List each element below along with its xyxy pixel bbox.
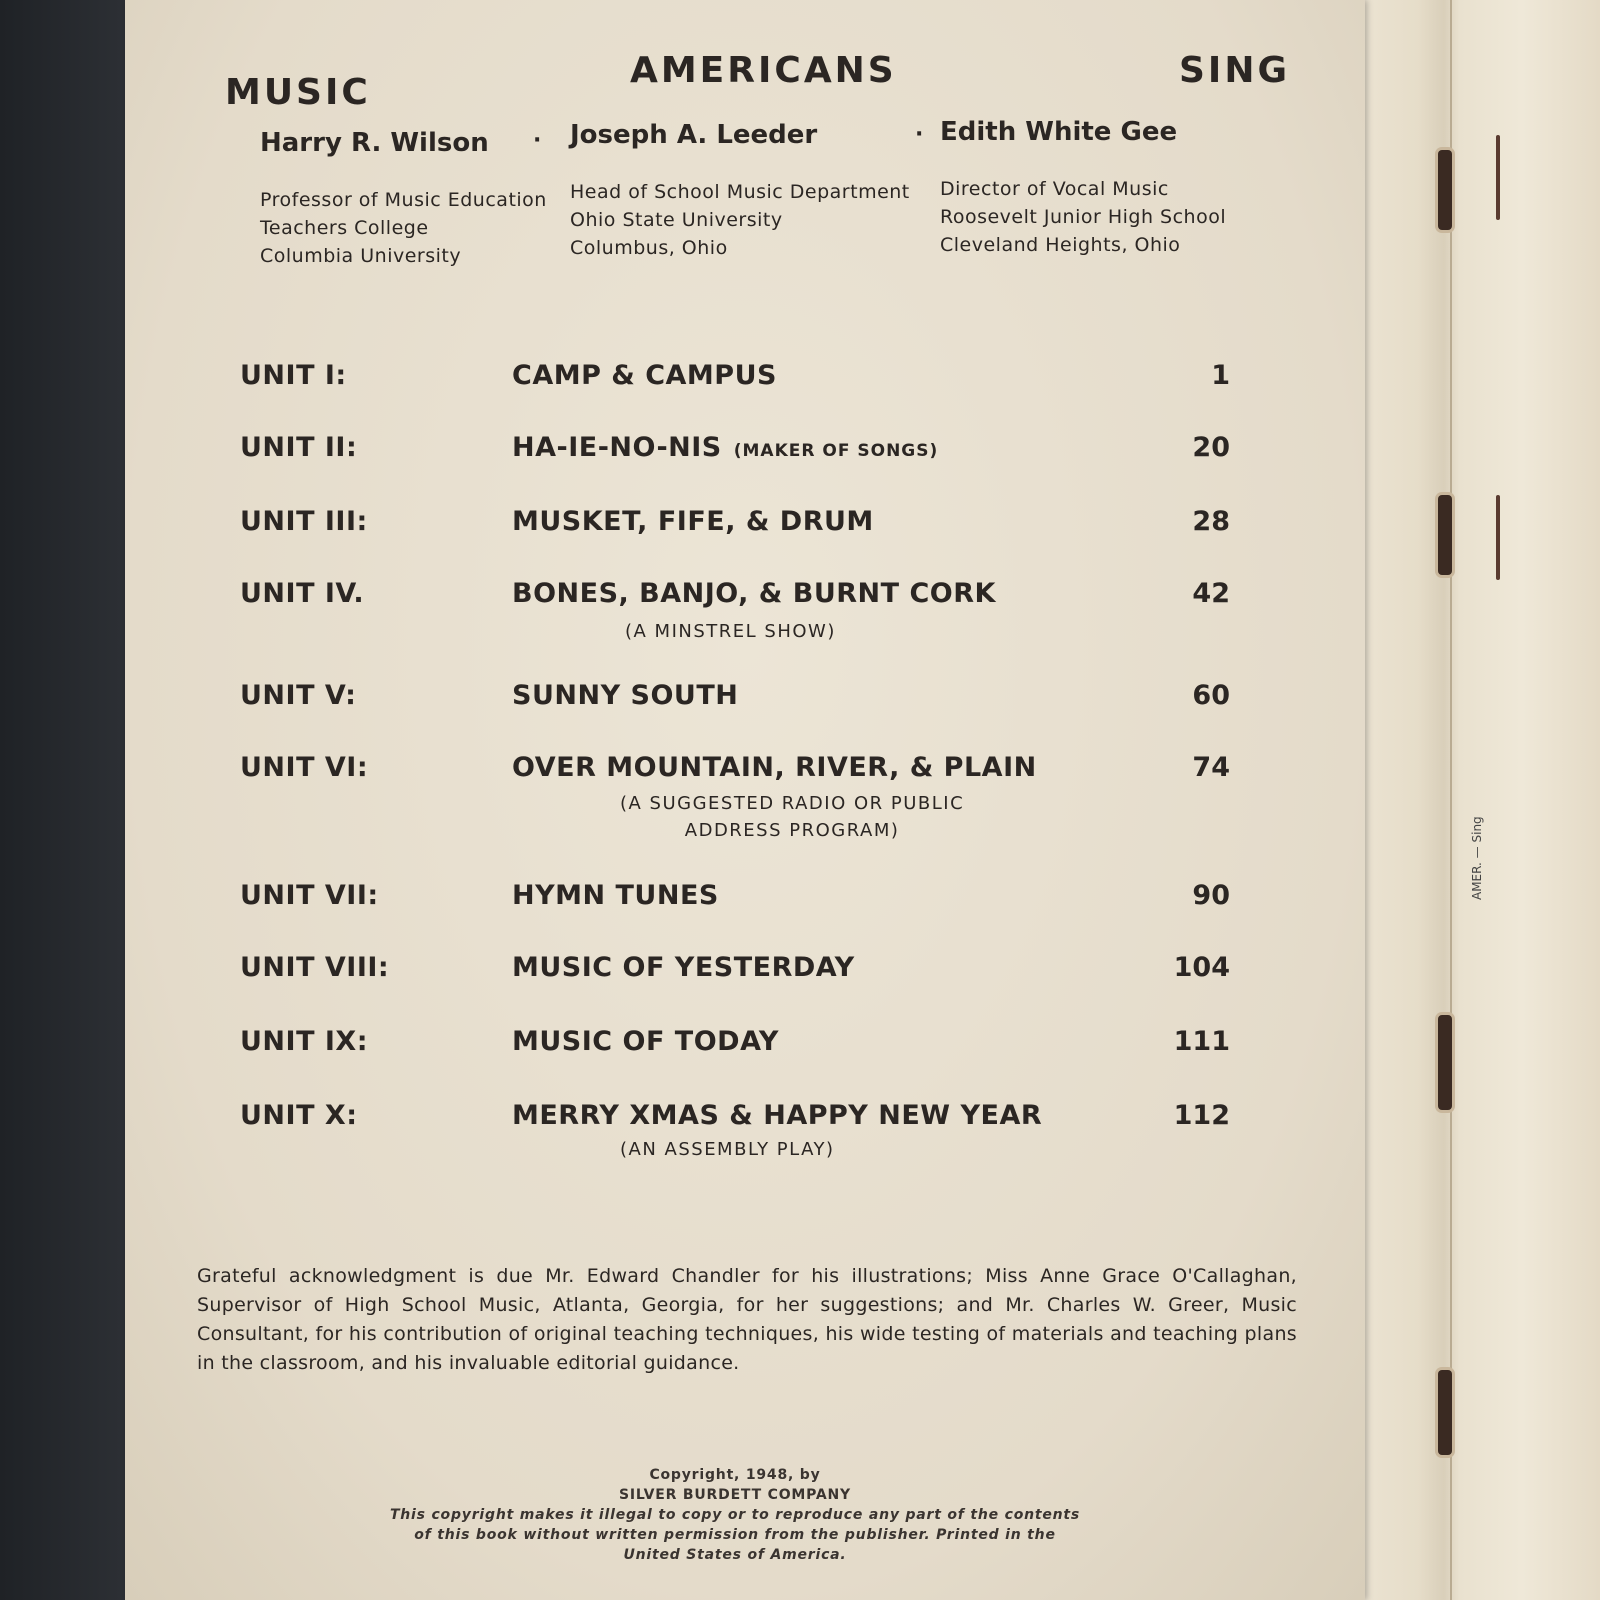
unit-title — [512, 506, 874, 537]
subtitle-line: (A SUGGESTED RADIO OR PUBLIC — [620, 793, 965, 814]
author-block — [940, 117, 1226, 259]
author-credentials — [940, 175, 1226, 259]
unit-subtitle — [620, 1136, 835, 1163]
unit-title — [512, 1026, 779, 1057]
title-word-music: MUSIC — [225, 72, 371, 113]
copyright-notice-text: This copyright makes it illegal to copy or to reproduce any part of the contents of this book without written permission from the publisher. Printed in the United States of America. — [389, 1507, 1081, 1563]
staple-hole — [1438, 495, 1452, 575]
unit-label: UNIT V: — [240, 680, 357, 711]
page-number: 90 — [1192, 880, 1230, 911]
subtitle-line: (A MINSTREL SHOW) — [625, 621, 836, 642]
author-name: Harry R. Wilson — [260, 128, 489, 158]
acknowledgment-paragraph: Grateful acknowledgment is due Mr. Edward Chandler for his illustrations; Miss Anne Grace O'Callaghan, Supervisor of High School Music, Atlanta, Georgia, for her suggestions; and Mr. Charles W. Greer, Music Consultant, for his contribution of original teaching techniques, his wide testing of materials and teaching plans in the classroom, and his invaluable editorial guidance. — [197, 1265, 1297, 1374]
credential-line: Columbus, Ohio — [570, 237, 728, 259]
credential-line: Teachers College — [260, 217, 429, 239]
subtitle-line: ADDRESS PROGRAM) — [684, 820, 900, 841]
unit-title — [512, 432, 938, 463]
page-number: 104 — [1173, 952, 1230, 983]
unit-label: UNIT VI: — [240, 752, 369, 783]
author-name: Joseph A. Leeder — [570, 120, 818, 150]
staple-hole — [1438, 1015, 1452, 1110]
author-name: Edith White Gee — [940, 117, 1178, 147]
credential-line: Director of Vocal Music — [940, 178, 1169, 200]
staple-hook — [1496, 495, 1500, 580]
page-number: 74 — [1192, 752, 1230, 783]
title-word-sing: SING — [1179, 50, 1290, 91]
separator-dot: · — [533, 128, 542, 153]
unit-label: UNIT X: — [240, 1100, 358, 1131]
staple-hole — [1438, 1370, 1452, 1455]
unit-label: UNIT IV. — [240, 578, 365, 609]
unit-subtitle — [620, 790, 964, 844]
unit-title-note: (MAKER OF SONGS) — [733, 441, 939, 461]
unit-title-text: MUSIC OF YESTERDAY — [512, 952, 855, 983]
publisher-name: SILVER BURDETT COMPANY — [618, 1487, 851, 1503]
credential-line: Cleveland Heights, Ohio — [940, 234, 1181, 256]
page-number: 60 — [1192, 680, 1230, 711]
page-number: 28 — [1192, 506, 1230, 537]
credential-line: Columbia University — [260, 245, 462, 267]
spine-handwritten-note: AMER. — Sing — [1470, 816, 1484, 900]
subtitle-line: (AN ASSEMBLY PLAY) — [620, 1139, 835, 1160]
unit-title — [512, 952, 855, 983]
unit-label: UNIT VII: — [240, 880, 379, 911]
binding-back-cover — [1340, 0, 1600, 1600]
unit-subtitle — [625, 618, 836, 645]
page-number: 1 — [1211, 360, 1230, 391]
unit-title — [512, 752, 1037, 783]
credential-line: Roosevelt Junior High School — [940, 206, 1227, 228]
book-title — [225, 50, 1290, 113]
unit-title-text: HA-IE-NO-NIS — [512, 432, 722, 463]
copyright-line: Copyright, 1948, by — [649, 1467, 821, 1483]
fold-line — [1450, 0, 1452, 1600]
page-number: 42 — [1192, 578, 1230, 609]
page-number: 112 — [1173, 1100, 1230, 1131]
unit-title-text: BONES, BANJO, & BURNT CORK — [512, 578, 996, 609]
author-block — [570, 120, 910, 262]
unit-label: UNIT III: — [240, 506, 368, 537]
author-credentials — [260, 186, 547, 270]
book-page — [125, 0, 1365, 1600]
unit-title — [512, 680, 738, 711]
copyright-notice — [385, 1465, 1085, 1565]
page-number: 20 — [1192, 432, 1230, 463]
author-block — [260, 128, 547, 270]
background-left — [0, 0, 140, 1600]
unit-title-text: CAMP & CAMPUS — [512, 360, 777, 391]
unit-title-text: MUSKET, FIFE, & DRUM — [512, 506, 874, 537]
unit-title-text: MERRY XMAS & HAPPY NEW YEAR — [512, 1100, 1043, 1131]
unit-title-text: HYMN TUNES — [512, 880, 719, 911]
unit-title-text: SUNNY SOUTH — [512, 680, 739, 711]
unit-title-text: OVER MOUNTAIN, RIVER, & PLAIN — [512, 752, 1037, 783]
unit-title — [512, 880, 719, 911]
credential-line: Ohio State University — [570, 209, 783, 231]
unit-title — [512, 578, 996, 609]
separator-dot: · — [915, 122, 924, 147]
unit-label: UNIT IX: — [240, 1026, 369, 1057]
unit-label: UNIT VIII: — [240, 952, 390, 983]
unit-label: UNIT II: — [240, 432, 358, 463]
unit-title — [512, 360, 777, 391]
staple-hook — [1496, 135, 1500, 220]
unit-label: UNIT I: — [240, 360, 347, 391]
title-word-americans: AMERICANS — [630, 50, 897, 91]
staple-hole — [1438, 150, 1452, 230]
credential-line: Professor of Music Education — [260, 189, 547, 211]
credential-line: Head of School Music Department — [570, 181, 910, 203]
author-credentials — [570, 178, 910, 262]
page-number: 111 — [1173, 1026, 1230, 1057]
unit-title — [512, 1100, 1042, 1131]
unit-title-text: MUSIC OF TODAY — [512, 1026, 779, 1057]
